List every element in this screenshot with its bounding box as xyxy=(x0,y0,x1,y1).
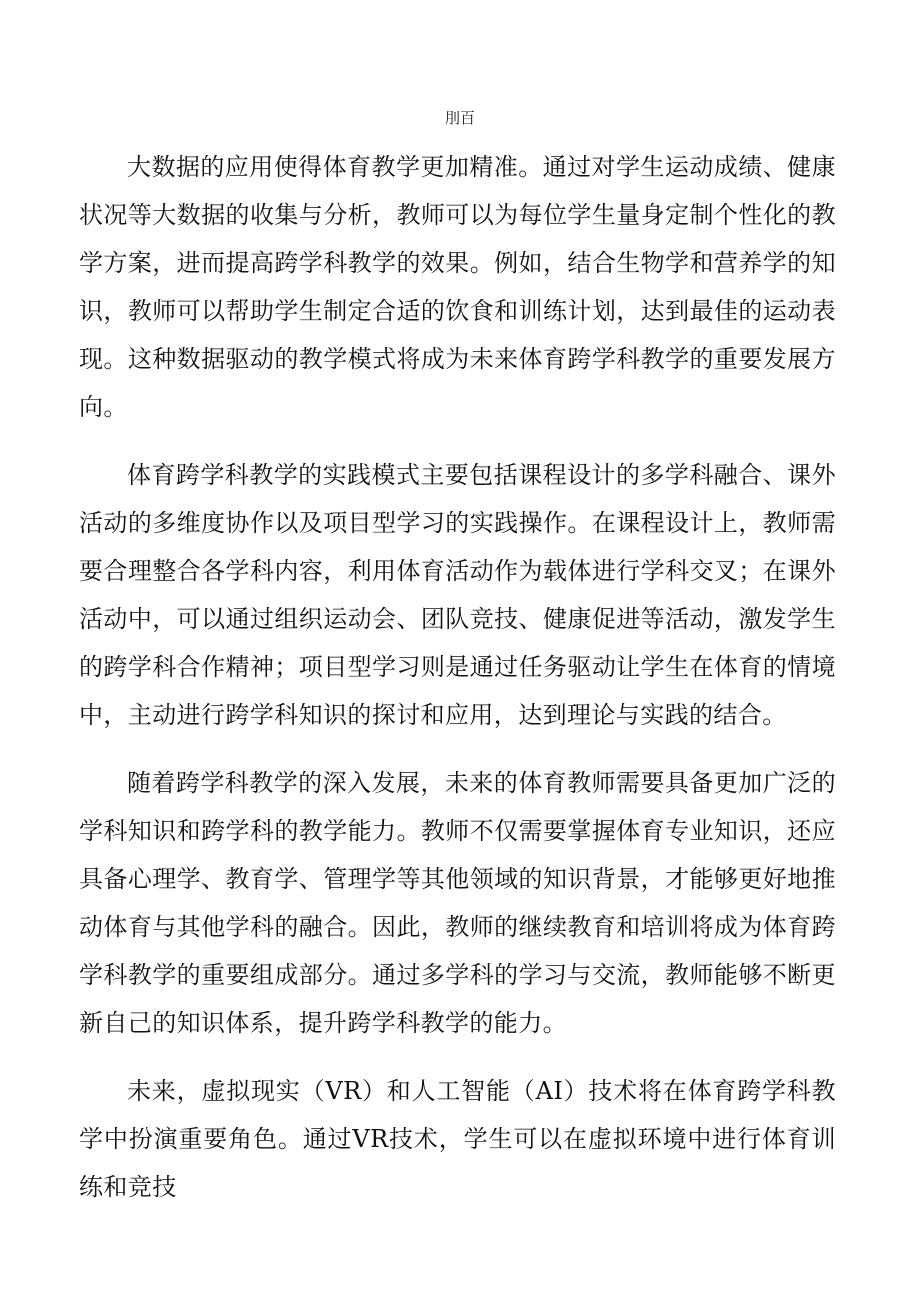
document-body xyxy=(79,143,836,1231)
page-heading: 刖百 xyxy=(444,109,475,127)
paragraph-1: 大数据的应用使得体育教学更加精准。通过对学生运动成绩、健康状况等大数据的收集与分析，教师可以为每位学生量身定制个性化的教学方案，进而提高跨学科教学的效果。例如，结合生物学和营养学的知识，教师可以帮助学生制定合适的饮食和训练计划，达到最佳的运动表现。这种数据驱动的教学模式将成为未来体育跨学科教学的重要发展方向。 xyxy=(79,153,836,421)
paragraph-2: 体育跨学科教学的实践模式主要包括课程设计的多学科融合、课外活动的多维度协作以及项目型学习的实践操作。在课程设计上，教师需要合理整合各学科内容，利用体育活动作为载体进行学科交叉；在课外活动中，可以通过组织运动会、团队竞技、健康促进等活动，激发学生的跨学科合作精神；项目型学习则是通过任务驱动让学生在体育的情境中，主动进行跨学科知识的探讨和应用，达到理论与实践的结合。 xyxy=(79,461,836,729)
paragraph-4: 未来，虚拟现实（VR）和人工智能（AI）技术将在体育跨学科教学中扮演重要角色。通过VR技术，学生可以在虚拟环境中进行体育训练和竞技 xyxy=(79,1077,836,1201)
paragraph-3: 随着跨学科教学的深入发展，未来的体育教师需要具备更加广泛的学科知识和跨学科的教学能力。教师不仅需要掌握体育专业知识，还应具备心理学、教育学、管理学等其他领域的知识背景，才能够更好地推动体育与其他学科的融合。因此，教师的继续教育和培训将成为体育跨学科教学的重要组成部分。通过多学科的学习与交流，教师能够不断更新自己的知识体系，提升跨学科教学的能力。 xyxy=(79,769,836,1037)
